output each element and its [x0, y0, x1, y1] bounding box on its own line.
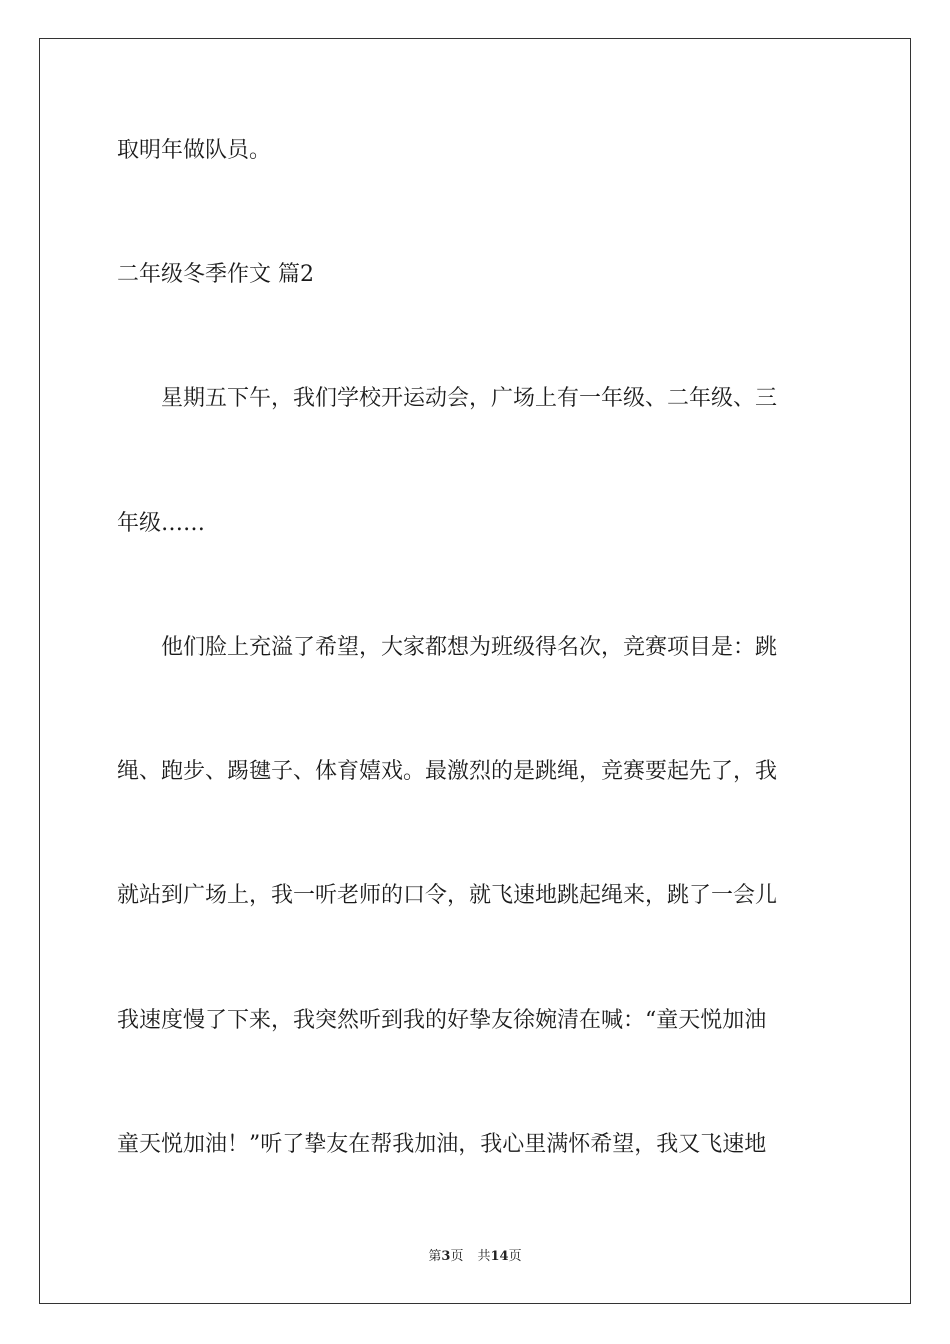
text-line-6: 绳、跑步、踢毽子、体育嬉戏。最激烈的是跳绳，竞赛要起先了，我	[117, 759, 778, 784]
text-line-8: 我速度慢了下来，我突然听到我的好挚友徐婉清在喊：“童天悦加油	[117, 1008, 767, 1033]
text-line-7: 就站到广场上，我一听老师的口令，就飞速地跳起绳来，跳了一会儿	[117, 883, 778, 908]
text-line-4: 年级……	[117, 511, 206, 536]
text-line-5: 他们脸上充溢了希望，大家都想为班级得名次，竞赛项目是：跳	[117, 635, 778, 660]
total-pages: 14	[490, 1249, 509, 1264]
page-number: 3	[441, 1249, 451, 1264]
total-prefix: 共	[477, 1249, 491, 1264]
text-line-9: 童天悦加油！”听了挚友在帮我加油，我心里满怀希望，我又飞速地	[117, 1132, 767, 1157]
text-line-1: 取明年做队员。	[117, 138, 272, 163]
text-line-3: 星期五下午，我们学校开运动会，广场上有一年级、二年级、三	[117, 386, 778, 411]
page-prefix: 第	[428, 1249, 442, 1264]
section-heading: 二年级冬季作文 篇2	[117, 262, 314, 287]
total-suffix: 页	[508, 1249, 522, 1264]
page-border	[39, 38, 911, 1304]
page-suffix: 页	[450, 1249, 464, 1264]
page-footer	[0, 1248, 950, 1266]
